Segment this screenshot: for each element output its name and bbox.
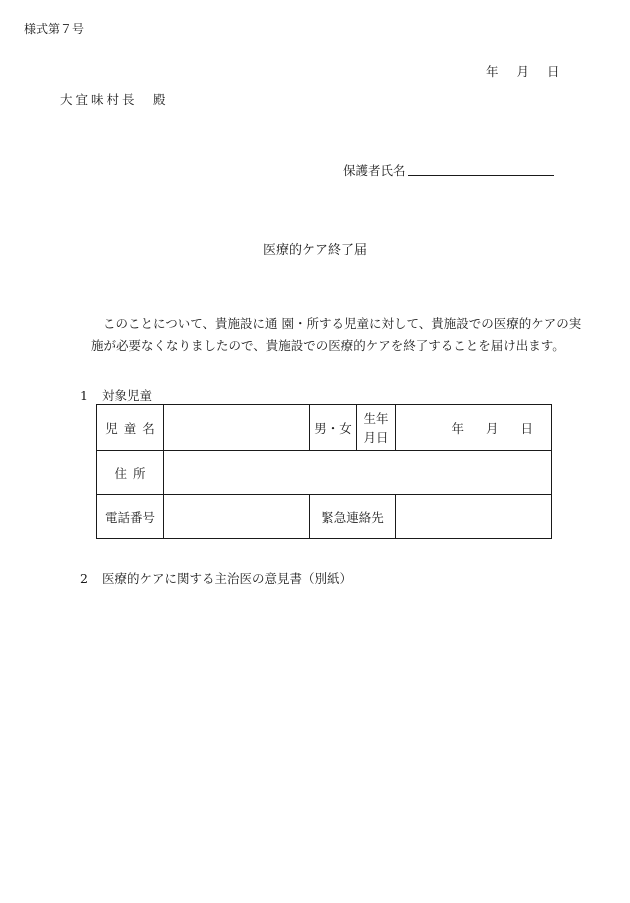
section-2-label: 医療的ケアに関する主治医の意見書（別紙） xyxy=(102,571,353,586)
birth-month-label: 月 xyxy=(485,420,499,436)
phone-field[interactable] xyxy=(164,495,310,539)
birth-year-label: 年 xyxy=(451,420,464,436)
document-title: 医療的ケア終了届 xyxy=(262,243,367,258)
form-number: 様式第７号 xyxy=(24,22,85,36)
child-name-field[interactable] xyxy=(164,405,310,451)
recipient: 大宜味村長 殿 xyxy=(60,92,169,107)
birthdate-label-line-2: 月日 xyxy=(363,429,389,445)
section-2-number: 2 xyxy=(80,571,88,586)
birthdate-label xyxy=(357,405,396,451)
section-1-label: 対象児童 xyxy=(102,388,153,403)
child-name-label: 児童名 xyxy=(97,405,164,451)
birth-day-label: 日 xyxy=(520,420,533,436)
date-year-label: 年 xyxy=(486,64,499,79)
phone-label: 電話番号 xyxy=(97,495,164,539)
emergency-contact-label: 緊急連絡先 xyxy=(310,495,396,539)
gender-selector[interactable]: 男・女 xyxy=(310,405,357,451)
section-2-heading xyxy=(80,569,352,587)
date-month-label: 月 xyxy=(516,64,530,79)
guardian-name-field[interactable] xyxy=(408,175,554,176)
emergency-contact-field[interactable] xyxy=(396,495,552,539)
address-label: 住所 xyxy=(97,451,164,495)
section-1-heading xyxy=(80,386,152,404)
body-paragraph: このことについて、貴施設に通 園・所する児童に対して、貴施設での医療的ケアの実施が必要なくなりましたので、貴施設での医療的ケアを終了することを届け出ます。 xyxy=(91,316,582,353)
section-1-number: 1 xyxy=(80,388,88,403)
guardian-name-label: 保護者氏名 xyxy=(343,163,406,178)
birthdate-field[interactable] xyxy=(396,405,552,451)
submission-date xyxy=(486,62,560,80)
child-info-table xyxy=(96,404,552,539)
address-field[interactable] xyxy=(164,451,552,495)
birthdate-label-line-1: 生年 xyxy=(363,410,389,426)
date-day-label: 日 xyxy=(547,64,560,79)
